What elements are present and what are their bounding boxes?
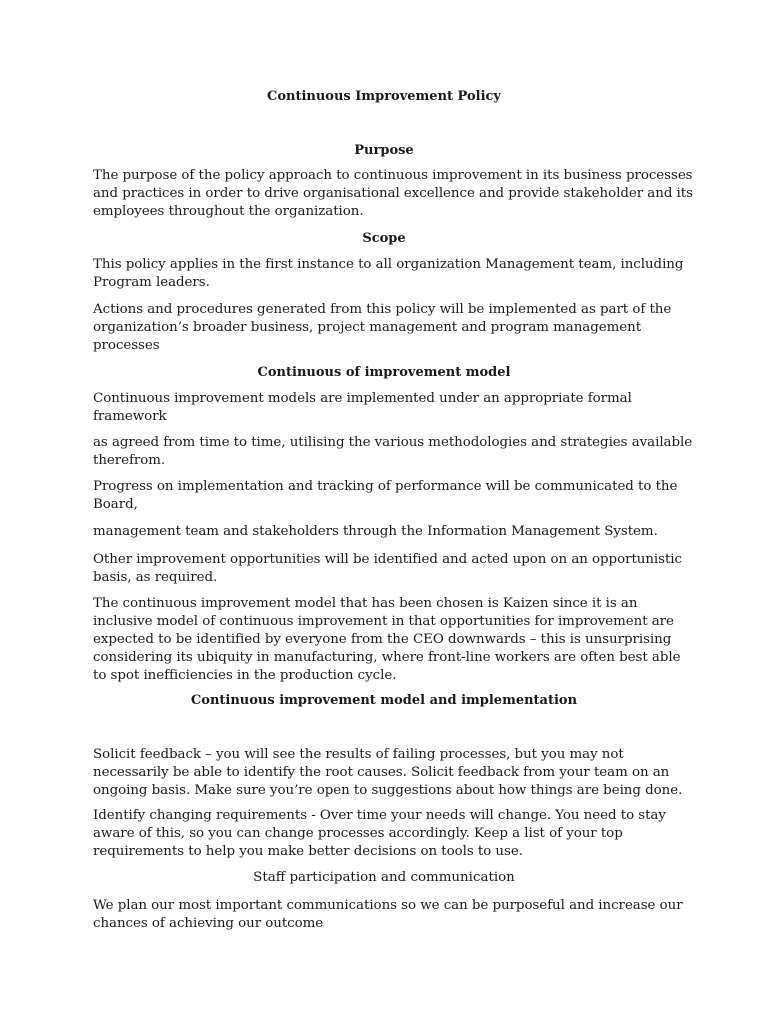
- paragraph-model-2: [93, 434, 692, 470]
- text-line: ongoing basis. Make sure you’re open to suggestions about how things are being done.: [93, 783, 683, 798]
- paragraph-model-5: [93, 551, 682, 587]
- paragraph-implementation-1: [93, 746, 682, 800]
- text-line: We plan our most important communications so we can be purposeful and increase our: [93, 898, 683, 913]
- text-line: Other improvement opportunities will be identified and acted upon on an opportunistic: [93, 552, 682, 567]
- text-line: chances of achieving our outcome: [93, 916, 324, 931]
- text-line: organization’s broader business, project management and program management: [93, 320, 642, 335]
- text-line: Program leaders.: [93, 275, 210, 290]
- text-line: The purpose of the policy approach to continuous improvement in its business processes: [93, 168, 693, 183]
- text-line: Board,: [93, 497, 138, 512]
- paragraph-model-1: [93, 390, 632, 426]
- paragraph-scope-1: [93, 256, 683, 292]
- text-line: basis, as required.: [93, 570, 218, 585]
- section-heading-staff: Staff participation and communication: [253, 870, 515, 885]
- text-line: Solicit feedback – you will see the results of failing processes, but you may not: [93, 747, 624, 762]
- text-line: aware of this, so you can change processes accordingly. Keep a list of your top: [93, 826, 623, 841]
- text-line: inclusive model of continuous improvement in that opportunities for improvement are: [93, 614, 674, 629]
- section-heading-scope: Scope: [362, 231, 406, 246]
- text-line: and practices in order to drive organisational excellence and provide stakeholder and its: [93, 186, 693, 201]
- text-line: considering its ubiquity in manufacturing, where front-line workers are often best able: [93, 650, 681, 665]
- text-line: Progress on implementation and tracking of performance will be communicated to the: [93, 479, 678, 494]
- paragraph-purpose: [93, 167, 693, 221]
- section-heading-model: Continuous of improvement model: [257, 365, 511, 380]
- text-line: processes: [93, 338, 160, 353]
- text-line: framework: [93, 409, 167, 424]
- paragraph-scope-2: [93, 301, 671, 355]
- paragraph-model-6: [93, 595, 680, 685]
- paragraph-staff: [93, 897, 683, 933]
- text-line: The continuous improvement model that has been chosen is Kaizen since it is an: [93, 596, 638, 611]
- text-line: requirements to help you make better decisions on tools to use.: [93, 844, 523, 859]
- text-line: Identify changing requirements - Over time your needs will change. You need to stay: [93, 808, 666, 823]
- section-heading-implementation: Continuous improvement model and implementation: [190, 693, 578, 708]
- text-line: expected to be identified by everyone from the CEO downwards – this is unsurprising: [93, 632, 672, 647]
- text-line: Actions and procedures generated from this policy will be implemented as part of the: [93, 302, 672, 317]
- paragraph-model-3: [93, 478, 677, 514]
- text-line: Continuous improvement models are implemented under an appropriate formal: [93, 391, 632, 406]
- text-line: to spot inefficiencies in the production cycle.: [93, 668, 397, 683]
- document-title: Continuous Improvement Policy: [266, 89, 501, 104]
- text-line: therefrom.: [93, 453, 166, 468]
- text-line: employees throughout the organization.: [93, 204, 364, 219]
- section-heading-purpose: Purpose: [354, 143, 414, 158]
- paragraph-model-4: [93, 523, 658, 541]
- text-line: management team and stakeholders through the Information Management System.: [93, 524, 658, 539]
- text-line: as agreed from time to time, utilising the various methodologies and strategies available: [93, 435, 693, 450]
- paragraph-implementation-2: [93, 807, 666, 861]
- text-line: This policy applies in the first instance to all organization Management team, including: [93, 257, 684, 272]
- text-line: necessarily be able to identify the root causes. Solicit feedback from your team on an: [93, 765, 670, 780]
